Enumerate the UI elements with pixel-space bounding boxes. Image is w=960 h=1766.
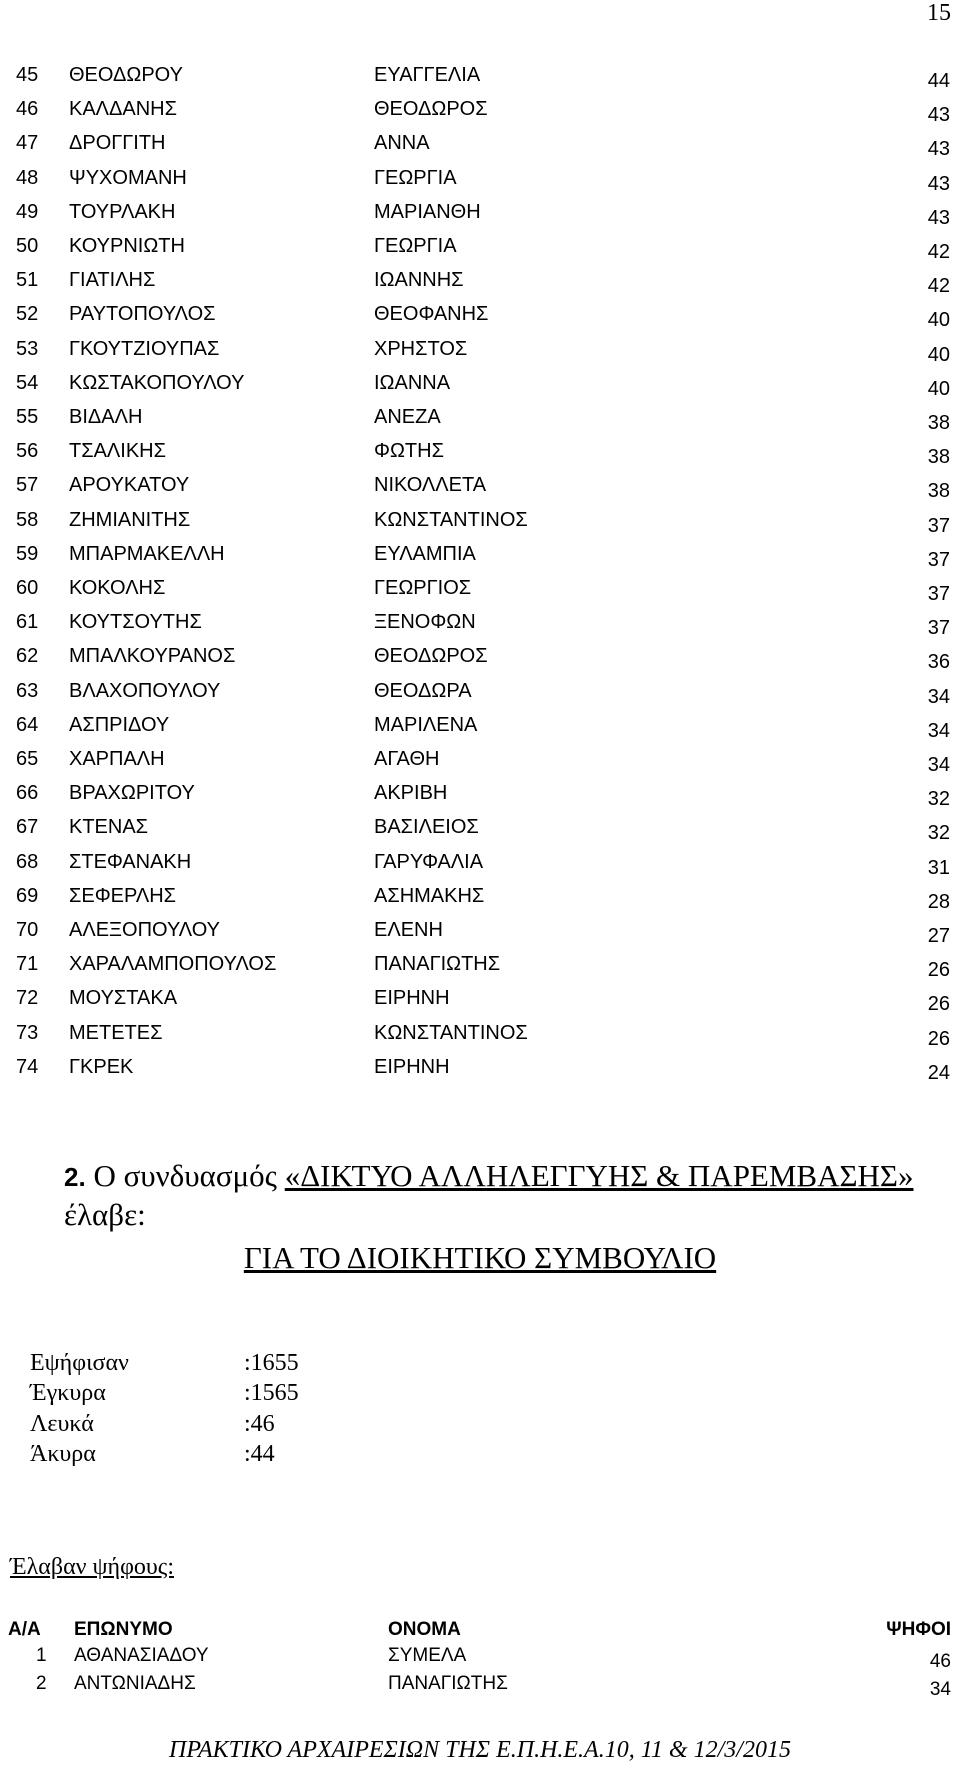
row-votes: 43 [927,206,950,229]
list-item [0,919,960,953]
header-aa: Α/Α [8,1619,41,1640]
section-2-title [64,1158,913,1194]
list-item [0,1022,960,1056]
row-number: 62 [16,645,39,668]
row-name: ΒΑΣΙΛΕΙΟΣ [374,816,479,839]
list-item [0,98,960,132]
stat-label: Εψήφισαν [30,1350,129,1376]
row-name: ΕΛΕΝΗ [374,919,443,941]
list-item [0,782,960,816]
row-surname: ΜΕΤΕΤΕΣ [69,1021,163,1044]
row-votes: 32 [927,822,950,845]
row-votes: 43 [927,104,950,127]
stat-value: :1655 [244,1350,299,1376]
row-number: 51 [16,269,39,292]
row-votes: 26 [927,959,950,982]
row-votes: 32 [927,788,950,811]
section-number: 2. [64,1162,86,1192]
row-surname: ΜΠΑΡΜΑΚΕΛΛΗ [69,542,225,565]
council-heading: ΓΙΑ ΤΟ ΔΙΟΙΚΗΤΙΚΟ ΣΥΜΒΟΥΛΙΟ [243,1240,717,1275]
row-name: ΠΑΝΑΓΙΩΤΗΣ [388,1673,508,1694]
row-votes: 38 [927,412,950,434]
row-surname: ΔΡΟΓΓΙΤΗ [69,132,166,155]
row-number: 68 [16,850,39,873]
row-surname: ΒΙΔΑΛΗ [69,406,143,428]
row-surname: ΑΡΟΥΚΑΤΟΥ [69,474,190,497]
row-votes: 37 [927,583,950,605]
row-surname: ΚΑΛΔΑΝΗΣ [69,98,177,121]
list-item [0,577,960,611]
list-item [0,235,960,269]
row-number: 49 [16,200,39,223]
row-surname: ΤΟΥΡΛΑΚΗ [69,200,176,223]
row-number: 58 [16,508,39,531]
received-votes-label: Έλαβαν ψήφους: [10,1554,174,1580]
row-number: 48 [16,166,39,189]
row-votes: 46 [929,1651,951,1672]
row-votes: 24 [927,1061,950,1084]
row-votes: 43 [927,172,950,195]
row-votes: 37 [927,617,950,640]
row-number: 72 [16,987,39,1010]
header-surname: ΕΠΩΝΥΜΟ [74,1619,173,1640]
row-number: 70 [16,919,39,941]
row-name: ΕΙΡΗΝΗ [374,987,450,1010]
row-number: 61 [16,611,39,634]
row-surname: ΑΛΕΞΟΠΟΥΛΟΥ [69,919,220,941]
page-number: 15 [927,0,951,26]
list-item [0,64,960,98]
section-prefix: Ο συνδυασμός [93,1158,285,1193]
list-item [0,1056,960,1090]
row-number: 53 [16,337,39,360]
row-surname: ΣΤΕΦΑΝΑΚΗ [69,850,192,873]
row-surname: ΡΑΥΤΟΠΟΥΛΟΣ [69,303,216,326]
row-name: ΙΩΑΝΝΗΣ [374,269,464,292]
row-surname: ΚΟΥΡΝΙΩΤΗ [69,235,185,257]
row-name: ΚΩΝΣΤΑΝΤΙΝΟΣ [374,1021,528,1044]
row-surname: ΧΑΡΑΛΑΜΠΟΠΟΥΛΟΣ [69,953,277,976]
row-votes: 34 [927,719,950,742]
row-number: 1 [36,1645,47,1666]
list-item [0,543,960,577]
row-name: ΕΙΡΗΝΗ [374,1055,450,1078]
row-number: 71 [16,953,39,976]
row-surname: ΨΥΧΟΜΑΝΗ [69,166,187,189]
row-surname: ΚΟΚΟΛΗΣ [69,577,166,599]
row-number: 74 [16,1055,39,1078]
table-row [0,1673,960,1703]
row-name: ΓΕΩΡΓΙΑ [374,166,457,189]
row-name: ΠΑΝΑΓΙΩΤΗΣ [374,953,501,976]
row-number: 55 [16,406,39,428]
coalition-name: «ΔΙΚΤΥΟ ΑΛΛΗΛΕΓΓΥΗΣ & ΠΑΡΕΜΒΑΣΗΣ» [284,1158,914,1193]
row-name: ΑΚΡΙΒΗ [374,782,448,805]
row-votes: 38 [927,446,950,469]
row-name: ΓΑΡΥΦΑΛΙΑ [374,850,484,873]
stat-value: :44 [244,1441,275,1467]
row-name: ΣΥΜΕΛΑ [388,1645,467,1666]
row-name: ΜΑΡΙΑΝΘΗ [374,200,481,223]
row-votes: 27 [927,925,950,947]
row-number: 64 [16,713,39,736]
row-number: 60 [16,577,39,599]
row-votes: 43 [927,138,950,161]
row-surname: ΜΠΑΛΚΟΥΡΑΝΟΣ [69,645,236,668]
row-number: 2 [36,1673,47,1694]
list-item [0,440,960,474]
row-number: 57 [16,474,39,497]
row-surname: ΓΚΟΥΤΖΙΟΥΠΑΣ [69,337,220,360]
row-number: 69 [16,884,39,907]
stat-label: Άκυρα [30,1441,96,1467]
row-name: ΓΕΩΡΓΙΑ [374,235,457,257]
row-votes: 28 [927,890,950,913]
row-votes: 34 [927,685,950,708]
stat-value: :46 [244,1411,275,1437]
list-item [0,167,960,201]
row-name: ΓΕΩΡΓΙΟΣ [374,577,472,599]
header-name: ΟΝΟΜΑ [388,1619,461,1640]
list-item [0,645,960,679]
list-item [0,885,960,919]
row-number: 67 [16,816,39,839]
list-item [0,201,960,235]
row-votes: 37 [927,514,950,537]
row-number: 63 [16,679,39,702]
row-name: ΜΑΡΙΛΕΝΑ [374,713,478,736]
stat-value: :1565 [244,1380,299,1406]
list-item [0,680,960,714]
row-surname: ΑΘΑΝΑΣΙΑΔΟΥ [74,1645,209,1666]
row-name: ΘΕΟΔΩΡΟΣ [374,98,488,121]
row-votes: 34 [927,754,950,776]
list-item [0,338,960,372]
row-surname: ΚΟΥΤΣΟΥΤΗΣ [69,611,202,634]
row-number: 50 [16,235,39,257]
list-item [0,714,960,748]
row-surname: ΑΣΠΡΙΔΟΥ [69,713,170,736]
list-item [0,406,960,440]
row-surname: ΧΑΡΠΑΛΗ [69,748,165,770]
list-item [0,987,960,1021]
row-surname: ΘΕΟΔΩΡΟΥ [69,64,183,86]
row-name: ΘΕΟΔΩΡΟΣ [374,645,488,668]
row-votes: 37 [927,548,950,571]
list-item [0,303,960,337]
row-name: ΑΝΝΑ [374,132,430,155]
row-name: ΑΣΗΜΑΚΗΣ [374,884,485,907]
row-votes: 38 [927,480,950,503]
row-votes: 34 [929,1679,951,1700]
row-number: 54 [16,371,39,394]
row-surname: ΒΛΑΧΟΠΟΥΛΟΥ [69,679,221,702]
header-votes: ΨΗΦΟΙ [886,1619,951,1640]
row-name: ΑΓΑΘΗ [374,748,440,770]
row-number: 45 [16,64,39,86]
row-number: 56 [16,440,39,463]
row-number: 73 [16,1021,39,1044]
row-surname: ΚΩΣΤΑΚΟΠΟΥΛΟΥ [69,371,245,394]
row-name: ΘΕΟΦΑΝΗΣ [374,303,489,326]
row-votes: 42 [927,241,950,263]
row-number: 47 [16,132,39,155]
row-number: 59 [16,542,39,565]
list-item [0,474,960,508]
row-name: ΦΩΤΗΣ [374,440,444,463]
row-votes: 31 [927,856,950,879]
row-votes: 26 [927,993,950,1016]
row-number: 66 [16,782,39,805]
list-item [0,851,960,885]
row-name: ΕΥΑΓΓΕΛΙΑ [374,64,481,86]
row-name: ΚΩΝΣΤΑΝΤΙΝΟΣ [374,508,528,531]
row-name: ΘΕΟΔΩΡΑ [374,679,472,702]
table-row [0,1645,960,1675]
list-item [0,509,960,543]
row-name: ΞΕΝΟΦΩΝ [374,611,476,634]
list-item [0,611,960,645]
list-item [0,953,960,987]
row-name: ΧΡΗΣΤΟΣ [374,337,468,360]
row-surname: ΚΤΕΝΑΣ [69,816,149,839]
received-label: έλαβε: [64,1197,146,1232]
list-item [0,132,960,166]
row-votes: 36 [927,651,950,674]
row-surname: ΒΡΑΧΩΡΙΤΟΥ [69,782,195,805]
page-footer: ΠΡΑΚΤΙΚΟ ΑΡΧΑΙΡΕΣΙΩΝ ΤΗΣ Ε.Π.Η.Ε.Α.10, 11 & 12/3/2015 [169,1737,791,1763]
row-name: ΝΙΚΟΛΛΕΤΑ [374,474,487,497]
row-surname: ΜΟΥΣΤΑΚΑ [69,987,178,1010]
row-surname: ΤΣΑΛΙΚΗΣ [69,440,166,463]
stat-label: Έγκυρα [30,1380,106,1406]
list-item [0,269,960,303]
list-item [0,372,960,406]
row-surname: ΣΕΦΕΡΛΗΣ [69,884,177,907]
row-number: 52 [16,303,39,326]
row-surname: ΖΗΜΙΑΝΙΤΗΣ [69,508,191,531]
row-number: 65 [16,748,39,770]
list-item [0,748,960,782]
row-votes: 26 [927,1027,950,1050]
row-name: ΙΩΑΝΝΑ [374,371,451,394]
row-surname: ΓΚΡΕΚ [69,1055,134,1078]
row-surname: ΓΙΑΤΙΛΗΣ [69,269,156,292]
row-name: ΕΥΛΑΜΠΙΑ [374,542,476,565]
stat-label: Λευκά [30,1411,94,1437]
row-votes: 44 [927,70,950,92]
row-votes: 40 [927,377,950,400]
row-surname: ΑΝΤΩΝΙΑΔΗΣ [74,1673,196,1694]
list-item [0,816,960,850]
row-name: ΑΝΕΖΑ [374,406,441,428]
row-number: 46 [16,98,39,121]
row-votes: 40 [927,343,950,366]
row-votes: 40 [927,309,950,332]
row-votes: 42 [927,275,950,298]
